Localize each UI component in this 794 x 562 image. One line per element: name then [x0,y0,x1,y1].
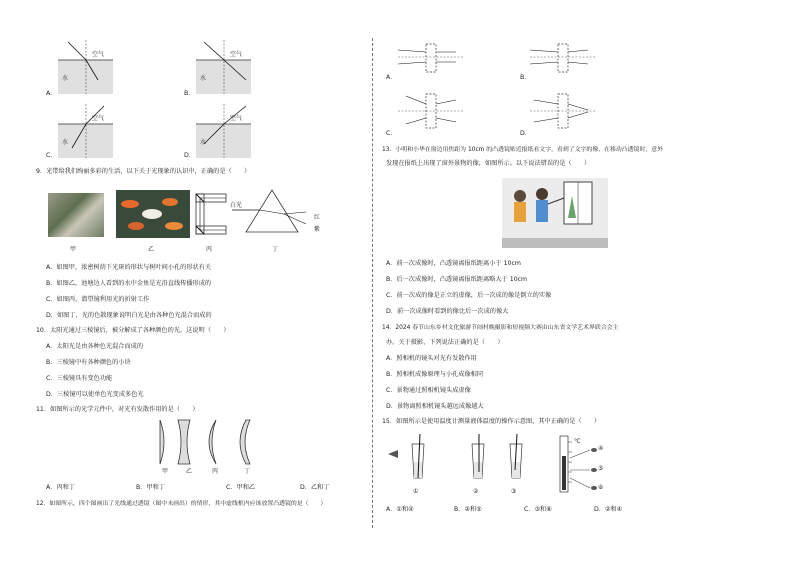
q13-option-b[interactable]: B．后一次成像时，凸透镜离报纸距离略大于 10cm [386,276,528,283]
goldfish-svg [116,190,190,238]
q12-stem: 12．如图所示，四个图画出了光线通过透镜（图中未画出）的情形，其中虚线框内应该放置凸透镜的是（ ） [36,501,327,507]
q15-option-d[interactable]: D．②和④ [594,506,623,513]
q11-label-jia: 甲 [162,468,169,475]
q14-option-b[interactable]: B．照相机成像原理与小孔成像相同 [386,371,484,378]
q9-label-bing: 丙 [206,246,213,253]
q14-option-a[interactable]: A．照相机的镜头对光有发散作用 [386,355,477,362]
q15-label-2: ② [473,488,479,495]
q13-option-a[interactable]: A．前一次成像时，凸透镜离报纸距离小于 10cm [386,260,521,267]
q13-stem-line1: 13．小明和小华在窗边用焦距为 10cm 的凸透镜贴近报纸看文字，看到了文字的像，在移动凸透镜时，意外 [382,147,664,153]
water-label: 水 [62,139,69,146]
q15-unit: ℃ [574,438,581,445]
q13-scene-svg [502,178,608,248]
q12-diagram-d [530,92,610,132]
q14-option-d[interactable]: D．景物离照相机镜头越远成像越大 [386,403,484,410]
q13-option-c[interactable]: C．前一次成的像是正立的虚像，后一次成的像是倒立的实像 [386,292,552,299]
q11-label-ding: 丁 [244,468,251,475]
q14-option-c[interactable]: C．景物通过照相机镜头成虚像 [386,387,471,394]
q9-option-c[interactable]: C．如图丙，潜望镜利用光的折射工作 [46,296,150,303]
q11-label-yi: 乙 [186,468,193,475]
refraction-diagram-c [58,104,133,160]
q11-option-b[interactable]: B．甲和丁 [136,484,165,491]
air-label: 空气 [92,115,105,122]
refraction-option-d[interactable]: D． [184,152,195,159]
q15-stem: 15．如图所示是使用温度计测量液体温度的操作示意图，其中正确的是（ ） [382,418,601,425]
q13-stem-line2: 发现在报纸上出现了窗外景物的像，如图所示。以下说法错误的是（ ） [386,160,591,167]
q14-stem-line1: 14．2024 春节山东乡村文化旅游节闹村晚摄影和短视频大赛由山东省文学艺术界联合会主 [382,325,619,331]
air-label: 空气 [230,115,243,122]
q13-illustration [502,178,608,248]
q9-option-b[interactable]: B．如图乙，池塘边人看到的水中金鱼是光沿直线传播形成的 [46,280,212,287]
q12-diagram-b [530,40,610,76]
q9-label-yi: 乙 [148,246,155,253]
q10-stem: 10．太阳光通过三棱镜后，被分解成了各种颜色的光，这说明（ ） [36,327,230,334]
q9-option-d[interactable]: D．如图丁，光的色散现象说明白光是由各种色光混合而成的 [46,312,212,319]
q13-option-d[interactable]: D．前一次成像时看到的像比后一次成的像大 [386,308,509,315]
q15-label-4: ④ [598,445,604,452]
q9-prism-ding [232,188,312,238]
refraction-diagram-b [196,40,271,96]
q10-option-d[interactable]: D．三棱镜可以使单色光变成多色光 [46,391,144,398]
q9-photo-jia [48,193,104,237]
q11-option-d[interactable]: D．乙和丁 [300,484,330,491]
q15-label-6: ⑥ [598,484,604,491]
red-label: 红 [314,214,321,221]
refraction-diagram-d [196,104,271,160]
q12-option-a[interactable]: A． [386,74,397,81]
white-light-label: 白光 [230,202,243,209]
q10-option-a[interactable]: A．太阳光是由各种色光混合而成的 [46,343,144,350]
q9-label-jia: 甲 [70,246,77,253]
q12-option-b[interactable]: B． [520,74,531,81]
q10-option-c[interactable]: C．三棱镜具有变色功能 [46,375,113,382]
q9-option-a[interactable]: A．如图甲，浓密树荫下光斑的形状与树叶间小孔的形状有关 [46,264,212,271]
q9-photo-yi [116,190,190,238]
refraction-option-b[interactable]: B． [184,90,195,97]
q9-stem: 9．光带给我们绚丽多彩的生活，以下关于光现象的认识中，正确的是（ ） [36,168,251,175]
q12-diagram-a [398,40,478,76]
column-divider [372,38,373,528]
water-label: 水 [200,139,207,146]
q15-label-1: ① [413,488,419,495]
q9-label-ding: 丁 [272,246,279,253]
q11-lenses [150,418,260,468]
q10-option-b[interactable]: B．三棱镜中有各种颜色的小块 [46,359,131,366]
refraction-diagram-a [58,40,133,96]
q12-diagram-c [398,92,478,132]
water-label: 水 [62,75,69,82]
q15-option-c[interactable]: C．③和⑥ [524,506,552,513]
water-label: 水 [200,75,207,82]
q14-stem-line2: 办。关于摄影，下列说法正确的是（ ） [386,339,504,346]
refraction-option-c[interactable]: C． [46,152,57,159]
q9-periscope-bing [192,190,232,240]
q11-option-a[interactable]: A．丙和丁 [46,484,75,491]
q11-option-c[interactable]: C．甲和乙 [226,484,256,491]
q12-option-c[interactable]: C． [386,130,397,137]
refraction-option-a[interactable]: A． [46,90,57,97]
q12-option-d[interactable]: D． [520,130,531,137]
q15-label-3: ③ [511,488,517,495]
air-label: 空气 [230,51,243,58]
q15-label-5: ⑤ [598,465,604,472]
q11-stem: 11．如图所示的光学元件中，对光有发散作用的是（ ） [36,406,199,413]
violet-label: 紫 [314,226,321,233]
q11-label-bing: 丙 [212,468,219,475]
q15-option-a[interactable]: A．①和④ [386,506,414,513]
q15-option-b[interactable]: B．②和⑤ [454,506,482,513]
air-label: 空气 [92,51,105,58]
